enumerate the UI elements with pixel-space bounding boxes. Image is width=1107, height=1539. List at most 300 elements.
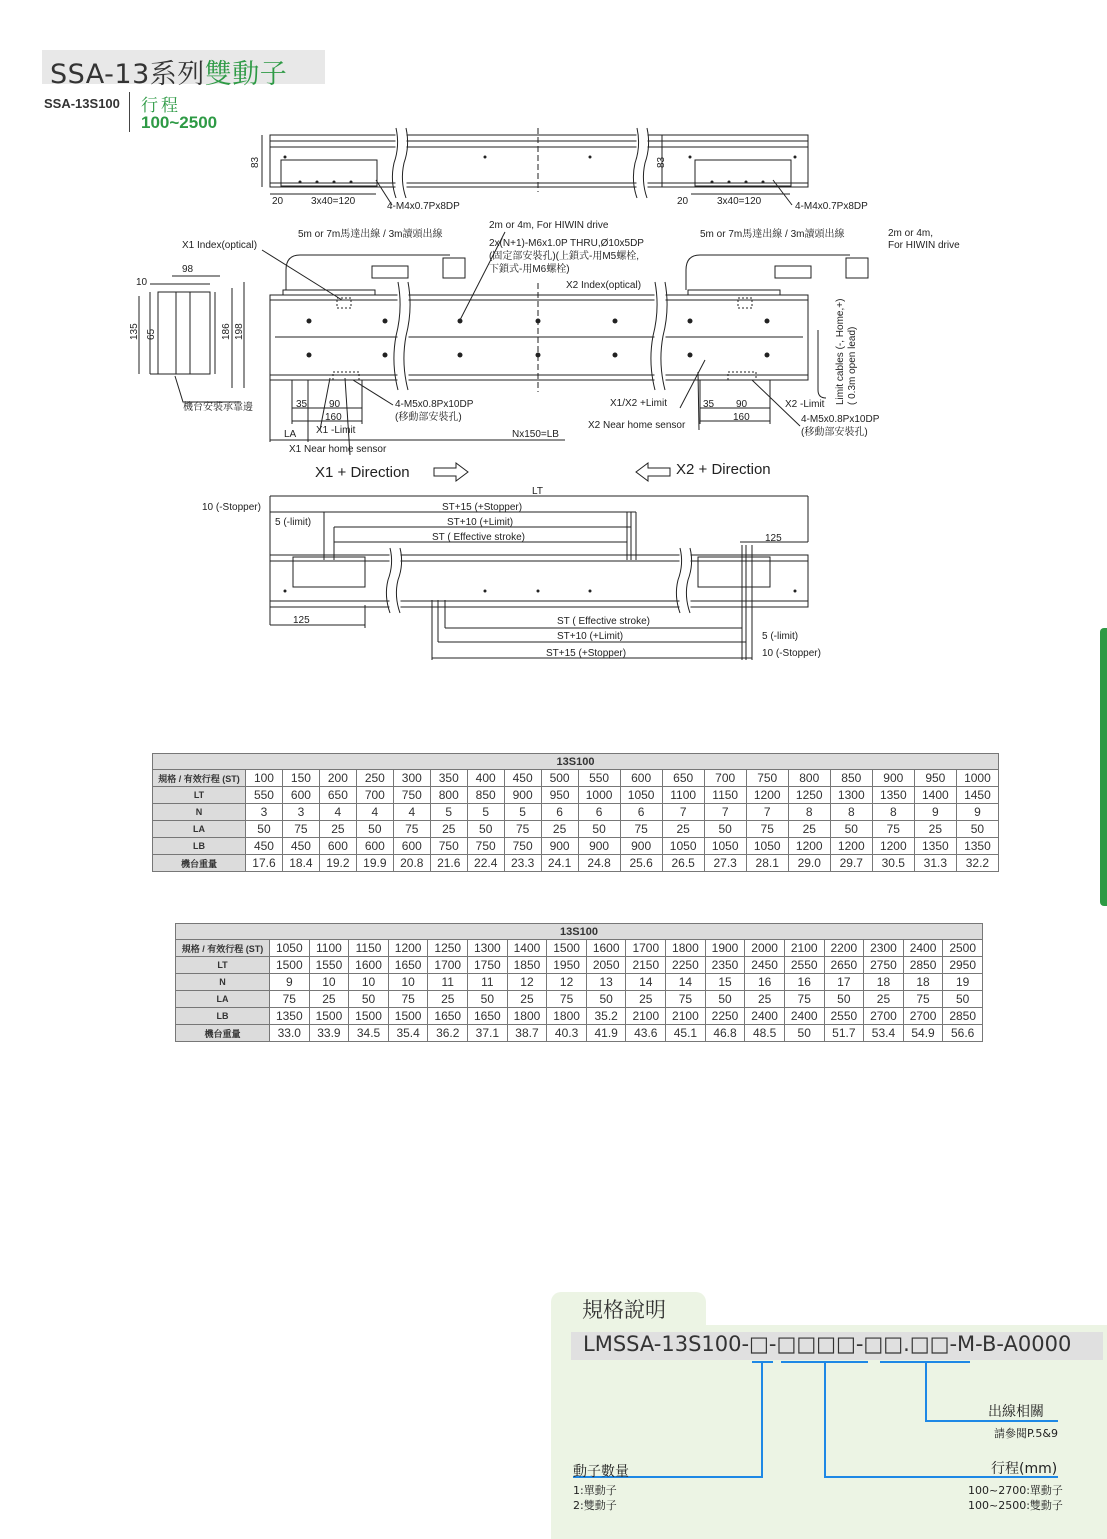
- table-cell: 2700: [903, 1008, 943, 1025]
- table-cell: 2400: [903, 940, 943, 957]
- dim-65: 65: [146, 328, 157, 340]
- table-cell: 50: [705, 991, 745, 1008]
- table-cell: 650: [319, 787, 356, 804]
- table-cell: 10: [309, 974, 349, 991]
- table-cell: 8: [830, 804, 872, 821]
- table-cell: 1350: [914, 838, 956, 855]
- x1-arrow: [434, 463, 468, 481]
- table-cell: 1850: [507, 957, 547, 974]
- table-cell: 12: [547, 974, 587, 991]
- table-cell: 25: [319, 821, 356, 838]
- table-cell: 1700: [428, 957, 468, 974]
- table-cell: 18.4: [282, 855, 319, 872]
- table-cell: 900: [504, 787, 541, 804]
- table-cell: 5: [467, 804, 504, 821]
- table-cell: 900: [578, 838, 620, 855]
- table-row: [153, 838, 999, 855]
- table-cell: 3: [282, 804, 319, 821]
- row-header: LA: [153, 821, 246, 838]
- table-cell: 75: [504, 821, 541, 838]
- table-cell: 26.5: [662, 855, 704, 872]
- table-cell: 1050: [270, 940, 310, 957]
- table-cell: 75: [872, 821, 914, 838]
- table-cell: 50: [824, 991, 864, 1008]
- top-view-break-lines: [262, 128, 792, 205]
- dim-3x40-left: 3x40=120: [311, 196, 356, 207]
- row-header: N: [176, 974, 270, 991]
- table-cell: 1350: [872, 787, 914, 804]
- table-cell: 1300: [830, 787, 872, 804]
- table-cell: 6: [578, 804, 620, 821]
- table-cell: 1750: [468, 957, 508, 974]
- x1-index-label: X1 Index(optical): [182, 240, 258, 251]
- code-tab-title: 規格說明: [582, 1298, 666, 1322]
- limit-cables-2: ( 0.3m open lead): [847, 326, 858, 405]
- table-cell: 46.8: [705, 1025, 745, 1042]
- table-cell: 750: [393, 787, 430, 804]
- table-cell: 25: [541, 821, 578, 838]
- table-cell: 14: [666, 974, 706, 991]
- table-cell: 7: [662, 804, 704, 821]
- table-cell: 36.2: [428, 1025, 468, 1042]
- table-cell: 1500: [270, 957, 310, 974]
- table-caption: 13S100: [176, 924, 983, 940]
- table-cell: 75: [746, 821, 788, 838]
- table-cell: 750: [467, 838, 504, 855]
- table-cell: 25: [626, 991, 666, 1008]
- table-cell: 250: [356, 770, 393, 787]
- cable-title: 出線相關: [988, 1404, 1044, 1420]
- table-cell: 1600: [349, 957, 389, 974]
- stroke-view: [270, 496, 808, 660]
- table-cell: 900: [872, 770, 914, 787]
- table-row: [153, 821, 999, 838]
- table-cell: 12: [507, 974, 547, 991]
- dim-125-left: 125: [293, 615, 310, 626]
- table-cell: 2950: [943, 957, 983, 974]
- dim-90-left: 90: [329, 399, 341, 410]
- table-cell: 25: [745, 991, 785, 1008]
- table-cell: 1150: [349, 940, 389, 957]
- st10-bottom-label: ST+10 (+Limit): [557, 631, 624, 642]
- table-cell: 50: [784, 1025, 824, 1042]
- x2-index-label: X2 Index(optical): [566, 280, 642, 291]
- table-cell: 450: [246, 838, 283, 855]
- la-label: LA: [284, 429, 297, 440]
- table-cell: 850: [467, 787, 504, 804]
- table-row: [153, 770, 999, 787]
- table-cell: 2850: [903, 957, 943, 974]
- table-cell: 400: [467, 770, 504, 787]
- table-cell: 750: [746, 770, 788, 787]
- tap-mover-left-1: 4-M5x0.8Px10DP: [395, 399, 474, 410]
- table-cell: 50: [578, 821, 620, 838]
- st-bottom-label: ST ( Effective stroke): [557, 616, 650, 627]
- dim-20-right: 20: [677, 196, 689, 207]
- table-row: [153, 855, 999, 872]
- dim-83-right: 83: [656, 156, 667, 168]
- table-cell: 18: [864, 974, 904, 991]
- table-cell: 31.3: [914, 855, 956, 872]
- table-cell: 1650: [388, 957, 428, 974]
- table-cell: 2550: [784, 957, 824, 974]
- table-cell: 150: [282, 770, 319, 787]
- table-cell: 28.1: [746, 855, 788, 872]
- table-cell: 75: [620, 821, 662, 838]
- table-cell: 30.5: [872, 855, 914, 872]
- table-cell: 25: [788, 821, 830, 838]
- table-cell: 700: [356, 787, 393, 804]
- table-cell: 50: [246, 821, 283, 838]
- table-cell: 2450: [745, 957, 785, 974]
- table-cell: 2850: [943, 1008, 983, 1025]
- x1-direction: X1 + Direction: [315, 464, 410, 481]
- x1x2-limit-label: X1/X2 +Limit: [610, 398, 667, 409]
- table-cell: 1800: [547, 1008, 587, 1025]
- dim-3x40-right: 3x40=120: [717, 196, 762, 207]
- table-cell: 32.2: [956, 855, 998, 872]
- dim-186: 186: [221, 323, 232, 340]
- table-cell: 35.2: [586, 1008, 626, 1025]
- table-cell: 2250: [666, 957, 706, 974]
- table-cell: 2050: [586, 957, 626, 974]
- spec-table-2: [175, 923, 983, 1042]
- x2-limit-label: X2 -Limit: [785, 399, 825, 410]
- table-cell: 9: [270, 974, 310, 991]
- table-row: [176, 940, 983, 957]
- table-cell: 50: [467, 821, 504, 838]
- table-cell: 19.2: [319, 855, 356, 872]
- cable-motor-right: 5m or 7m馬達出線 / 3m讀頭出線: [700, 229, 845, 240]
- cable-hiwin-left: 2m or 4m, For HIWIN drive: [489, 220, 609, 231]
- table-cell: 24.1: [541, 855, 578, 872]
- table-cell: 600: [620, 770, 662, 787]
- stroke-label: 行程: [141, 96, 181, 116]
- row-header: 機台重量: [153, 855, 246, 872]
- table-cell: 17: [824, 974, 864, 991]
- table-cell: 1150: [704, 787, 746, 804]
- tap-mover-right-2: (移動部安裝孔): [801, 427, 868, 438]
- table-cell: 350: [430, 770, 467, 787]
- table-cell: 6: [541, 804, 578, 821]
- table-cell: 450: [282, 838, 319, 855]
- table-cell: 2650: [824, 957, 864, 974]
- table-cell: 1800: [666, 940, 706, 957]
- table-cell: 38.7: [507, 1025, 547, 1042]
- table-cell: 20.8: [393, 855, 430, 872]
- row-header: 規格 / 有效行程 (ST): [153, 770, 246, 787]
- table-row: [176, 991, 983, 1008]
- thru-note-3: 下鎖式-用M6螺栓): [489, 264, 570, 275]
- stopper-bottom-label: 10 (-Stopper): [762, 648, 821, 659]
- table-cell: 45.1: [666, 1025, 706, 1042]
- table-cell: 50: [586, 991, 626, 1008]
- cable-hiwin-right-2: For HIWIN drive: [888, 240, 960, 251]
- dim-83-left: 83: [250, 156, 261, 168]
- table-cell: 27.3: [704, 855, 746, 872]
- table-cell: 25: [430, 821, 467, 838]
- table-cell: 8: [872, 804, 914, 821]
- mover-option-2: 2:雙動子: [573, 1499, 617, 1512]
- table-cell: 25: [662, 821, 704, 838]
- table-cell: 2350: [705, 957, 745, 974]
- table-cell: 25.6: [620, 855, 662, 872]
- page-title: SSA-13系列雙動子: [50, 59, 288, 90]
- table-cell: 1000: [578, 787, 620, 804]
- table-cell: 75: [903, 991, 943, 1008]
- table-cell: 1350: [956, 838, 998, 855]
- x2-arrow: [636, 463, 670, 481]
- row-header: LT: [153, 787, 246, 804]
- table-cell: 800: [788, 770, 830, 787]
- table-cell: 11: [468, 974, 508, 991]
- table-cell: 16: [745, 974, 785, 991]
- tap-mover-right-1: 4-M5x0.8Px10DP: [801, 414, 880, 425]
- table-cell: 19.9: [356, 855, 393, 872]
- table-cell: 13: [586, 974, 626, 991]
- table-cell: 1400: [914, 787, 956, 804]
- table-cell: 50: [830, 821, 872, 838]
- st-top-label: ST ( Effective stroke): [432, 532, 525, 543]
- table-cell: 2750: [864, 957, 904, 974]
- table-cell: 33.9: [309, 1025, 349, 1042]
- table-row: [176, 1008, 983, 1025]
- table-cell: 17.6: [246, 855, 283, 872]
- table-cell: 100: [246, 770, 283, 787]
- table-cell: 1200: [746, 787, 788, 804]
- table-cell: 25: [507, 991, 547, 1008]
- mover-option-1: 1:單動子: [573, 1484, 617, 1497]
- stroke-option-1: 100~2700:單動子: [968, 1484, 1063, 1497]
- table-cell: 1900: [705, 940, 745, 957]
- dimension-drawing: [0, 0, 1107, 700]
- table-cell: 1650: [428, 1008, 468, 1025]
- table-cell: 600: [356, 838, 393, 855]
- table-cell: 1800: [507, 1008, 547, 1025]
- model-number: SSA-13S100: [44, 96, 120, 111]
- table-cell: 11: [428, 974, 468, 991]
- st15-top-label: ST+15 (+Stopper): [442, 502, 523, 513]
- table-cell: 15: [705, 974, 745, 991]
- table-cell: 5: [504, 804, 541, 821]
- table-cell: 1200: [872, 838, 914, 855]
- stopper-top-label: 10 (-Stopper): [202, 502, 261, 513]
- dim-35-left: 35: [296, 399, 308, 410]
- table-cell: 5: [430, 804, 467, 821]
- table-cell: 25: [428, 991, 468, 1008]
- table-cell: 8: [788, 804, 830, 821]
- table-cell: 4: [319, 804, 356, 821]
- nx150-label: Nx150=LB: [512, 429, 559, 440]
- table-cell: 750: [430, 838, 467, 855]
- row-header: N: [153, 804, 246, 821]
- table-cell: 9: [956, 804, 998, 821]
- table-cell: 35.4: [388, 1025, 428, 1042]
- table-cell: 850: [830, 770, 872, 787]
- table-cell: 650: [662, 770, 704, 787]
- thru-note-2: (固定部安裝孔)(上鎖式-用M5螺栓,: [489, 251, 639, 262]
- table-cell: 450: [504, 770, 541, 787]
- table-cell: 6: [620, 804, 662, 821]
- row-header: 規格 / 有效行程 (ST): [176, 940, 270, 957]
- table-cell: 750: [504, 838, 541, 855]
- table-cell: 1500: [349, 1008, 389, 1025]
- table-cell: 1400: [507, 940, 547, 957]
- table-cell: 18: [903, 974, 943, 991]
- table-row: [176, 974, 983, 991]
- table-cell: 48.5: [745, 1025, 785, 1042]
- stroke-option-2: 100~2500:雙動子: [968, 1499, 1063, 1512]
- dim-160-right: 160: [733, 412, 750, 423]
- ordering-code: LMSSA-13S100-□-□□□□-□□.□□-M-B-A0000: [583, 1332, 1072, 1356]
- machine-edge-label: 機台安裝承靠邊: [183, 402, 253, 413]
- table-cell: 50: [468, 991, 508, 1008]
- table-cell: 50: [943, 991, 983, 1008]
- table-cell: 54.9: [903, 1025, 943, 1042]
- dim-90-right: 90: [736, 399, 748, 410]
- row-header: LA: [176, 991, 270, 1008]
- dim-135: 135: [129, 323, 140, 340]
- table-cell: 600: [393, 838, 430, 855]
- table-cell: 1550: [309, 957, 349, 974]
- table-cell: 10: [388, 974, 428, 991]
- table-cell: 51.7: [824, 1025, 864, 1042]
- table-cell: 2150: [626, 957, 666, 974]
- dim-198: 198: [234, 323, 245, 340]
- table-row: [153, 804, 999, 821]
- cable-motor-left: 5m or 7m馬達出線 / 3m讀頭出線: [298, 229, 443, 240]
- table-cell: 1250: [428, 940, 468, 957]
- table-cell: 1450: [956, 787, 998, 804]
- table-cell: 50: [704, 821, 746, 838]
- table-cell: 16: [784, 974, 824, 991]
- row-header: LT: [176, 957, 270, 974]
- table-cell: 1200: [388, 940, 428, 957]
- table-cell: 10: [349, 974, 389, 991]
- cable-hiwin-right-1: 2m or 4m,: [888, 228, 934, 239]
- table-cell: 25: [309, 991, 349, 1008]
- table-cell: 25: [914, 821, 956, 838]
- table-cell: 14: [626, 974, 666, 991]
- lt-label: LT: [532, 486, 543, 497]
- table-cell: 950: [914, 770, 956, 787]
- tap-top-left: 4-M4x0.7Px8DP: [387, 201, 460, 212]
- table-cell: 40.3: [547, 1025, 587, 1042]
- table-cell: 2500: [943, 940, 983, 957]
- dim-35-right: 35: [703, 399, 715, 410]
- table-cell: 1050: [704, 838, 746, 855]
- table-cell: 2000: [745, 940, 785, 957]
- table-cell: 950: [541, 787, 578, 804]
- tap-top-right: 4-M4x0.7Px8DP: [795, 201, 868, 212]
- table-cell: 2300: [864, 940, 904, 957]
- table-cell: 1700: [626, 940, 666, 957]
- table-cell: 3: [246, 804, 283, 821]
- table-cell: 19: [943, 974, 983, 991]
- table-cell: 2550: [824, 1008, 864, 1025]
- table-cell: 700: [704, 770, 746, 787]
- table-cell: 7: [704, 804, 746, 821]
- table-cell: 1050: [746, 838, 788, 855]
- dim-98: 98: [182, 264, 194, 275]
- table-cell: 23.3: [504, 855, 541, 872]
- table-cell: 7: [746, 804, 788, 821]
- table-cell: 4: [356, 804, 393, 821]
- table-cell: 1500: [309, 1008, 349, 1025]
- x1-limit-label: X1 -Limit: [316, 425, 356, 436]
- table-cell: 1650: [468, 1008, 508, 1025]
- table-cell: 9: [914, 804, 956, 821]
- limit-top-label: 5 (-limit): [275, 517, 312, 528]
- mover-title: 動子數量: [573, 1464, 629, 1480]
- table-cell: 1100: [662, 787, 704, 804]
- dim-125-right: 125: [765, 533, 782, 544]
- table-cell: 2100: [626, 1008, 666, 1025]
- row-header: 機台重量: [176, 1025, 270, 1042]
- table-cell: 1350: [270, 1008, 310, 1025]
- plan-view: [270, 255, 868, 408]
- table-cell: 24.8: [578, 855, 620, 872]
- table-cell: 1300: [468, 940, 508, 957]
- table-cell: 37.1: [468, 1025, 508, 1042]
- table-cell: 53.4: [864, 1025, 904, 1042]
- table-cell: 41.9: [586, 1025, 626, 1042]
- table-cell: 75: [666, 991, 706, 1008]
- table-cell: 550: [246, 787, 283, 804]
- stroke-title: 行程(mm): [991, 1461, 1058, 1477]
- dim-20-left: 20: [272, 196, 284, 207]
- table-cell: 1950: [547, 957, 587, 974]
- table-cell: 300: [393, 770, 430, 787]
- table-cell: 25: [864, 991, 904, 1008]
- table-cell: 1500: [547, 940, 587, 957]
- table-row: [153, 787, 999, 804]
- table-cell: 29.7: [830, 855, 872, 872]
- table-cell: 75: [270, 991, 310, 1008]
- table-cell: 2100: [784, 940, 824, 957]
- table-cell: 1250: [788, 787, 830, 804]
- table-cell: 1050: [620, 787, 662, 804]
- table-cell: 500: [541, 770, 578, 787]
- dim-10: 10: [136, 277, 148, 288]
- table-cell: 800: [430, 787, 467, 804]
- table-cell: 1600: [586, 940, 626, 957]
- title-highlight: 雙動子: [204, 59, 288, 90]
- table-cell: 1200: [830, 838, 872, 855]
- table-cell: 75: [393, 821, 430, 838]
- table-cell: 33.0: [270, 1025, 310, 1042]
- table-cell: 50: [956, 821, 998, 838]
- dim-160-left: 160: [325, 412, 342, 423]
- table-cell: 1200: [788, 838, 830, 855]
- stroke-range: 100~2500: [141, 113, 218, 132]
- limit-cables-1: Limit cables (-, Home,+): [835, 298, 846, 405]
- thru-note-1: 2x(N+1)-M6x1.0P THRU,Ø10x5DP: [489, 238, 644, 249]
- x1-near-label: X1 Near home sensor: [289, 444, 387, 455]
- table-cell: 2700: [864, 1008, 904, 1025]
- table-cell: 21.6: [430, 855, 467, 872]
- table-cell: 50: [349, 991, 389, 1008]
- tap-mover-left-2: (移動部安裝孔): [395, 412, 462, 423]
- table-cell: 50: [356, 821, 393, 838]
- table-cell: 900: [541, 838, 578, 855]
- table-cell: 2100: [666, 1008, 706, 1025]
- table-cell: 75: [282, 821, 319, 838]
- table-cell: 34.5: [349, 1025, 389, 1042]
- cable-note: 請參閱P.5&9: [994, 1427, 1058, 1440]
- table-row: [176, 957, 983, 974]
- table-cell: 2400: [745, 1008, 785, 1025]
